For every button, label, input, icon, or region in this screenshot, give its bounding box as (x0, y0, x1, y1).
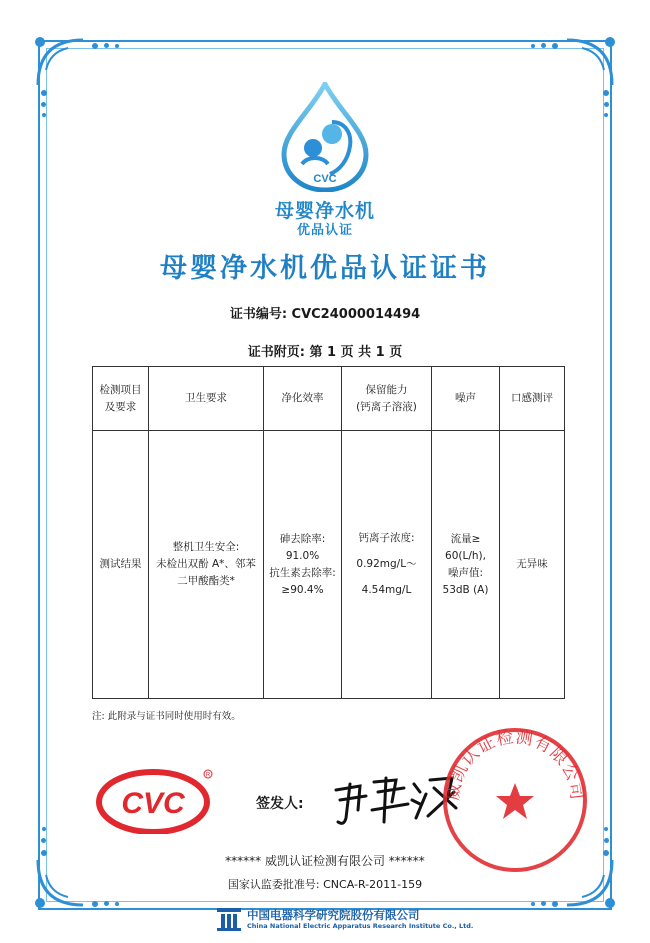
table-header-cell-line: 净化效率 (281, 392, 324, 404)
approval-number: 国家认监委批准号: CNCA-R-2011-159 (227, 878, 423, 891)
note: 注: 此附录与证书同时使用时有效。 (92, 711, 241, 722)
table-header-cell (342, 367, 432, 431)
table-cell-line: 抗生素去除率: (269, 566, 336, 579)
table-header-cell-line: 卫生要求 (185, 392, 227, 404)
certificate-number: 证书编号: CVC24000014494 (229, 307, 421, 322)
cvc-logo-text: CVC (121, 787, 185, 820)
footer-company-en: China National Electric Apparatus Research Institute Co., Ltd. (247, 922, 474, 930)
footer-company-cn: 中国电器科学研究院股份有限公司 (247, 908, 420, 922)
table-header-cell-line: 噪声 (455, 392, 476, 404)
table-cell-line: 二甲酸酯类* (177, 575, 235, 587)
corner-ornament-top-right (562, 30, 622, 90)
table-cell-line: 无异味 (516, 558, 548, 570)
table-header-cell-line: 保留能力 (365, 383, 408, 396)
table-cell-line: ≥90.4% (281, 583, 324, 596)
table-cell-line: 0.92mg/L～ (356, 558, 417, 570)
results-table (92, 366, 565, 699)
table-cell-line: 未检出双酚 A*、邻苯 (156, 558, 256, 570)
signer-label: 签发人: (256, 796, 304, 812)
table-cell-line (343, 573, 430, 582)
table-cell-line: 整机卫生安全: (172, 541, 240, 553)
table-cell-line: 测试结果 (99, 558, 142, 570)
table-header-cell (149, 367, 264, 431)
table-cell (342, 431, 432, 699)
table-row (93, 431, 565, 699)
table-cell-line: 流量≥ (450, 532, 481, 545)
seal-text: 威凯认证检测有限公司 (443, 727, 587, 802)
table-header-cell-line: (钙离子溶液) (356, 400, 417, 413)
attachment-page: 证书附页: 第 1 页 共 1 页 (247, 345, 403, 360)
table-header-cell-line: 及要求 (104, 400, 137, 413)
table-cell (149, 431, 264, 699)
table-cell-line: 53dB (A) (442, 583, 489, 596)
table-header-cell (500, 367, 565, 431)
svg-text:R: R (205, 772, 211, 779)
table-header-cell (93, 367, 149, 431)
table-cell (500, 431, 565, 699)
table-cell (264, 431, 342, 699)
table-header-cell (264, 367, 342, 431)
table-cell-line: 钙离子浓度: (358, 532, 415, 544)
certificate-title: 母婴净水机优品认证证书 (160, 253, 490, 284)
logo-badge: CVC (313, 173, 337, 185)
table-cell-line: 91.0% (285, 549, 320, 562)
table-header-cell (432, 367, 500, 431)
table-cell (432, 431, 500, 699)
cvc-logo (95, 768, 215, 834)
table-cell-line (343, 547, 430, 556)
table-header-row (93, 367, 565, 431)
table-cell-line: 噪声值: (447, 566, 484, 579)
logo-subtitle: 优品认证 (296, 223, 353, 238)
table-header-cell-line: 检测项目 (99, 383, 142, 396)
mother-baby-drop-icon (270, 82, 380, 192)
table-cell-line: 砷去除率: (279, 532, 326, 545)
table-cell-line: 4.54mg/L (361, 584, 412, 596)
logo-title: 母婴净水机 (274, 200, 375, 222)
table-header-cell-line: 口感测评 (511, 392, 553, 404)
table-cell-line: 60(L/h), (445, 549, 486, 562)
cei-logo-icon (215, 906, 243, 932)
company-line: ****** 威凯认证检测有限公司 ****** (225, 854, 425, 868)
corner-ornament-top-left (28, 30, 88, 90)
table-cell (93, 431, 149, 699)
